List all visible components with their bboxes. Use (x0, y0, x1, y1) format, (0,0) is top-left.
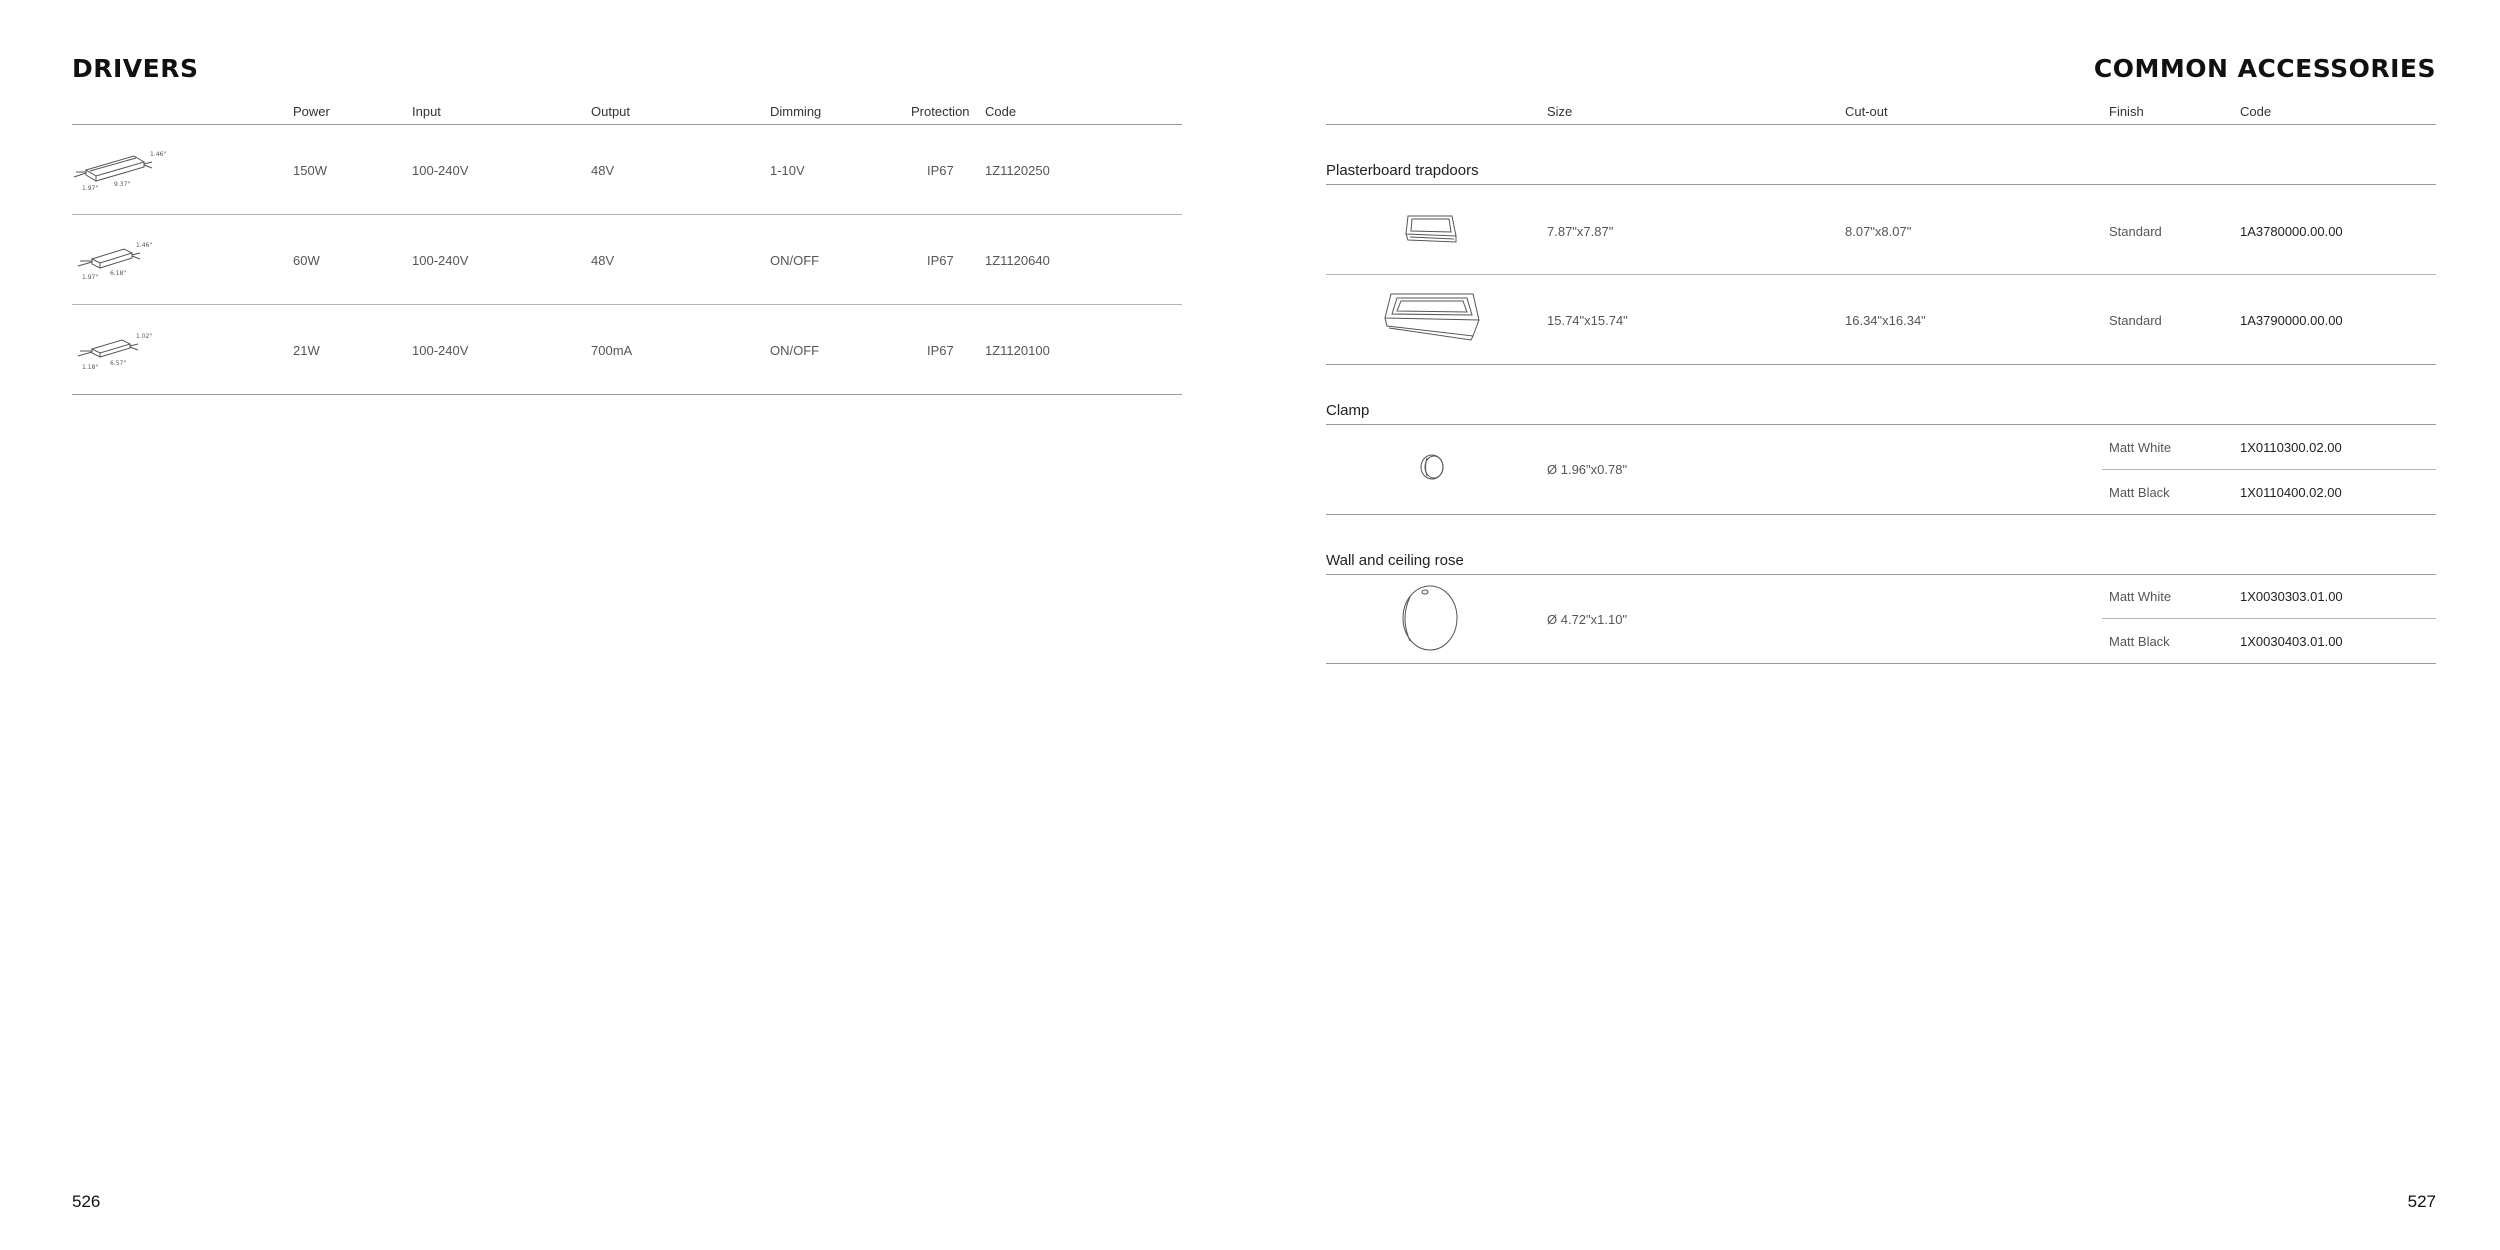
section-title-ceiling-rose: Wall and ceiling rose (1326, 552, 1464, 569)
variant-divider (2102, 618, 2436, 619)
code-cell: 1Z1120100 (985, 343, 1050, 358)
row-divider (72, 214, 1182, 215)
code-cell: 1Z1120640 (985, 253, 1050, 268)
power-cell: 21W (293, 343, 320, 358)
svg-text:9.37": 9.37" (114, 181, 131, 188)
power-cell: 150W (293, 163, 327, 178)
protection-cell: IP67 (927, 253, 954, 268)
header-dimming: Dimming (770, 104, 822, 119)
driver-large-icon (72, 142, 167, 192)
row-divider (1326, 274, 2436, 275)
section-rule (1326, 184, 2436, 185)
code-cell: 1X0110300.02.00 (2240, 440, 2342, 455)
size-cell: 15.74"x15.74" (1547, 313, 1628, 328)
code-cell: 1Z1120250 (985, 163, 1050, 178)
ceiling-rose-icon (1398, 583, 1462, 653)
finish-cell: Standard (2109, 313, 2162, 328)
size-cell: Ø 1.96"x0.78" (1547, 462, 1628, 477)
variant-divider (2102, 469, 2436, 470)
size-cell: 7.87"x7.87" (1547, 224, 1614, 239)
code-cell: 1A3790000.00.00 (2240, 313, 2343, 328)
svg-text:1.46": 1.46" (136, 242, 153, 249)
finish-cell: Standard (2109, 224, 2162, 239)
drivers-header-rule (72, 124, 1182, 125)
svg-text:1.18": 1.18" (82, 364, 99, 371)
drivers-bottom-rule (72, 394, 1182, 395)
driver-small-icon (72, 325, 153, 371)
code-cell: 1X0030303.01.00 (2240, 589, 2343, 604)
trapdoor-small-icon (1400, 210, 1460, 246)
power-cell: 60W (293, 253, 320, 268)
header-cutout: Cut-out (1845, 104, 1888, 119)
svg-text:1.46": 1.46" (150, 151, 167, 158)
dimming-cell: ON/OFF (770, 343, 820, 358)
protection-cell: IP67 (927, 343, 954, 358)
svg-text:1.97": 1.97" (82, 185, 99, 192)
finish-cell: Matt Black (2109, 485, 2170, 500)
accessories-title: COMMON ACCESSORIES (2093, 54, 2436, 83)
section-rule (1326, 574, 2436, 575)
header-code: Code (2240, 104, 2272, 119)
header-power: Power (293, 104, 330, 119)
finish-cell: Matt White (2109, 440, 2172, 455)
header-output: Output (591, 104, 631, 119)
input-cell: 100-240V (412, 253, 469, 268)
section-title-clamp: Clamp (1326, 402, 1370, 419)
header-code: Code (985, 104, 1017, 119)
output-cell: 48V (591, 163, 615, 178)
section-bottom-rule (1326, 663, 2436, 664)
size-cell: Ø 4.72"x1.10" (1547, 612, 1628, 627)
header-input: Input (412, 104, 441, 119)
svg-text:6.18": 6.18" (110, 270, 127, 277)
page-number-right: 527 (2407, 1192, 2436, 1211)
header-finish: Finish (2109, 104, 2144, 119)
section-bottom-rule (1326, 364, 2436, 365)
input-cell: 100-240V (412, 343, 469, 358)
page-number-left: 526 (72, 1192, 101, 1211)
section-title-trapdoors: Plasterboard trapdoors (1326, 162, 1479, 179)
code-cell: 1X0030403.01.00 (2240, 634, 2343, 649)
driver-medium-icon (72, 235, 153, 281)
dimming-cell: 1-10V (770, 163, 805, 178)
drivers-title: DRIVERS (72, 54, 199, 83)
input-cell: 100-240V (412, 163, 469, 178)
clamp-icon (1418, 452, 1448, 482)
header-protection: Protection (911, 104, 970, 119)
svg-text:1.02": 1.02" (136, 333, 153, 340)
section-bottom-rule (1326, 514, 2436, 515)
accessories-header-rule (1326, 124, 2436, 125)
svg-text:6.57": 6.57" (110, 360, 127, 367)
section-rule (1326, 424, 2436, 425)
cutout-cell: 16.34"x16.34" (1845, 313, 1926, 328)
row-divider (72, 304, 1182, 305)
svg-text:1.97": 1.97" (82, 274, 99, 281)
cutout-cell: 8.07"x8.07" (1845, 224, 1912, 239)
dimming-cell: ON/OFF (770, 253, 820, 268)
finish-cell: Matt White (2109, 589, 2172, 604)
protection-cell: IP67 (927, 163, 954, 178)
code-cell: 1A3780000.00.00 (2240, 224, 2343, 239)
output-cell: 48V (591, 253, 615, 268)
header-size: Size (1547, 104, 1573, 119)
code-cell: 1X0110400.02.00 (2240, 485, 2342, 500)
finish-cell: Matt Black (2109, 634, 2170, 649)
trapdoor-large-icon (1383, 290, 1483, 344)
output-cell: 700mA (591, 343, 633, 358)
